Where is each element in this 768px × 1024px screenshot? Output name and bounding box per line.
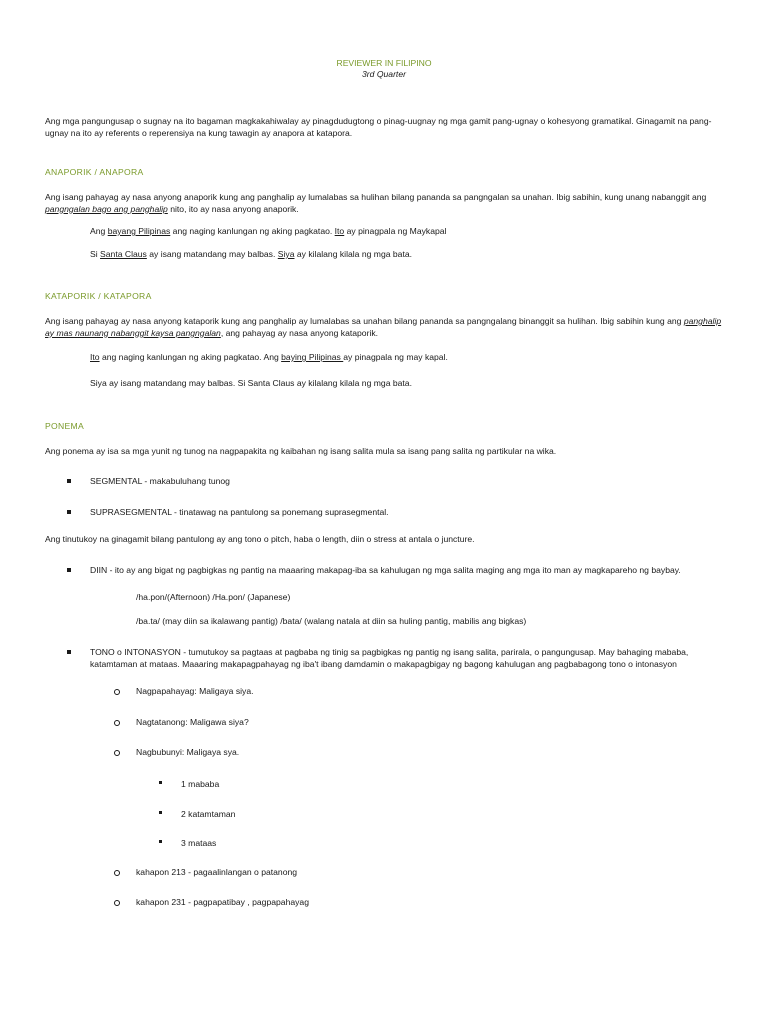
anaporik-def-text: Ang isang pahayag ay nasa anyong anaporik kung ang panghalip ay lumalabas sa hulihan bilang pananda sa pangngalan sa unahan. Ibig sabihin, kung unang nabanggit ang bbox=[45, 192, 707, 202]
example-noun: baying Pilipinas bbox=[281, 352, 344, 362]
example-text: ay kilalang kilala ng mga bata. bbox=[294, 249, 413, 259]
diin-definition: DIIN - ito ay ang bigat ng pagbigkas ng pantig na maaaring makapag-iba sa kahulugan ng mga salita maging ang mga ito man ay magkapareho ng baybay. bbox=[90, 565, 681, 575]
ponema-heading: PONEMA bbox=[45, 421, 85, 431]
level-2: 2 katamtaman bbox=[181, 809, 236, 819]
example-pronoun: Ito bbox=[334, 226, 345, 236]
diin-example-2: /ba.ta/ (may diin sa ikalawang pantig) /bata/ (walang natala at diin sa huling pantig, mabilis ang bigkas) bbox=[136, 616, 527, 626]
example-pronoun: Siya bbox=[277, 249, 295, 259]
circle-bullet-icon bbox=[114, 689, 120, 695]
diin-example-1: /ha.pon/(Afternoon) /Ha.pon/ (Japanese) bbox=[136, 592, 291, 602]
circle-bullet-icon bbox=[114, 750, 120, 756]
tono-definition: TONO o INTONASYON - tumutukoy sa pagtaas at pagbaba ng tinig sa pagbigkas ng pantig ng isang salita, parirala, o pangungusap. May bahaging mababa, katamtaman at mataas. Maaaring makapagpahayag ng iba't ibang damdamin o makapagbigay ng bagong kahulugan ang pagbabagong tono o intonasyon bbox=[90, 647, 689, 669]
level-3: 3 mataas bbox=[181, 838, 217, 848]
kataporik-heading: KATAPORIK / KATAPORA bbox=[45, 291, 152, 301]
document-subtitle: 3rd Quarter bbox=[362, 69, 406, 79]
circle-bullet-icon bbox=[114, 720, 120, 726]
kataporik-example-1 bbox=[90, 352, 720, 364]
anaporik-def-text-end: nito, ito ay nasa anyong anaporik. bbox=[167, 203, 299, 214]
kahapon-item-2: kahapon 231 - pagpapatibay , pagpapahayag bbox=[136, 897, 309, 907]
ponema-bullet-suprasegmental: SUPRASEGMENTAL - tinatawag na pantulong sa ponemang suprasegmental. bbox=[90, 507, 389, 517]
square-bullet-icon bbox=[159, 840, 162, 843]
example-pronoun: Ito bbox=[90, 352, 100, 362]
square-bullet-icon bbox=[159, 781, 162, 784]
ponema-note: Ang tinutukoy na ginagamit bilang pantulong ay ang tono o pitch, haba o length, diin o stress at antala o juncture. bbox=[45, 534, 475, 544]
intro-paragraph: Ang mga pangungusap o sugnay na ito bagaman magkakahiwalay ay pinagdudugtong o pinag-uugnay ng mga gamit pang-ugnay o kohesyong gramatikal. Ginagamit na pang-ugnay na ito ay referents o reperensiya na kung tawagin ay anapora at katapora. bbox=[45, 116, 712, 138]
example-text: ang naging kanlungan ng aking pagkatao. bbox=[170, 226, 335, 236]
kataporik-definition bbox=[45, 316, 725, 340]
kahapon-item-1: kahapon 213 - pagaalinlangan o patanong bbox=[136, 867, 298, 877]
bullet-icon bbox=[67, 510, 71, 514]
example-text: ay isang matandang may balbas. bbox=[146, 249, 278, 259]
ponema-bullet-segmental: SEGMENTAL - makabuluhang tunog bbox=[90, 476, 230, 486]
example-text: Si bbox=[90, 249, 101, 259]
circle-bullet-icon bbox=[114, 870, 120, 876]
example-noun: Santa Claus bbox=[100, 249, 147, 259]
ponema-definition: Ang ponema ay isa sa mga yunit ng tunog na nagpapakita ng kaibahan ng isang salita mula sa isang pang salita ng partikular na wika. bbox=[45, 446, 557, 456]
anaporik-def-emphasis: pangngalan bago ang panghalip bbox=[45, 203, 168, 214]
tono-item-3: Nagbubunyi: Maligaya sya. bbox=[136, 747, 240, 757]
bullet-icon bbox=[67, 650, 71, 654]
level-1: 1 mababa bbox=[181, 779, 220, 789]
example-noun: bayang Pilipinas bbox=[107, 226, 171, 236]
kataporik-def-text-end: , ang pahayag ay nasa anyong kataporik. bbox=[220, 327, 379, 338]
circle-bullet-icon bbox=[114, 900, 120, 906]
kataporik-example-2: Siya ay isang matandang may balbas. Si Santa Claus ay kilalang kilala ng mga bata. bbox=[90, 378, 412, 388]
square-bullet-icon bbox=[159, 811, 162, 814]
example-text: ang naging kanlungan ng aking pagkatao. Ang bbox=[99, 352, 282, 362]
kataporik-def-emphasis: panghalip ay mas naunang nabanggit kaysa pangngalan bbox=[45, 316, 722, 338]
kataporik-def-text: Ang isang pahayag ay nasa anyong kataporik kung ang panghalip ay lumalabas sa unahan bilang pananda sa pangngalang binanggit sa hulihan. Ibig sabihin kung ang bbox=[45, 316, 684, 326]
example-text: Ang bbox=[90, 226, 108, 236]
tono-item-2: Nagtatanong: Maligawa siya? bbox=[136, 717, 249, 727]
tono-item-1: Nagpapahayag: Maligaya siya. bbox=[136, 686, 254, 696]
anaporik-definition bbox=[45, 192, 725, 216]
example-text: ay pinagpala ng Maykapal bbox=[344, 226, 447, 236]
anaporik-example-1 bbox=[90, 226, 720, 238]
bullet-icon bbox=[67, 568, 71, 572]
document-title: REVIEWER IN FILIPINO bbox=[336, 58, 432, 68]
anaporik-heading: ANAPORIK / ANAPORA bbox=[45, 167, 144, 177]
bullet-icon bbox=[67, 479, 71, 483]
example-text: ay pinagpala ng may kapal. bbox=[343, 352, 448, 362]
anaporik-example-2 bbox=[90, 249, 720, 261]
